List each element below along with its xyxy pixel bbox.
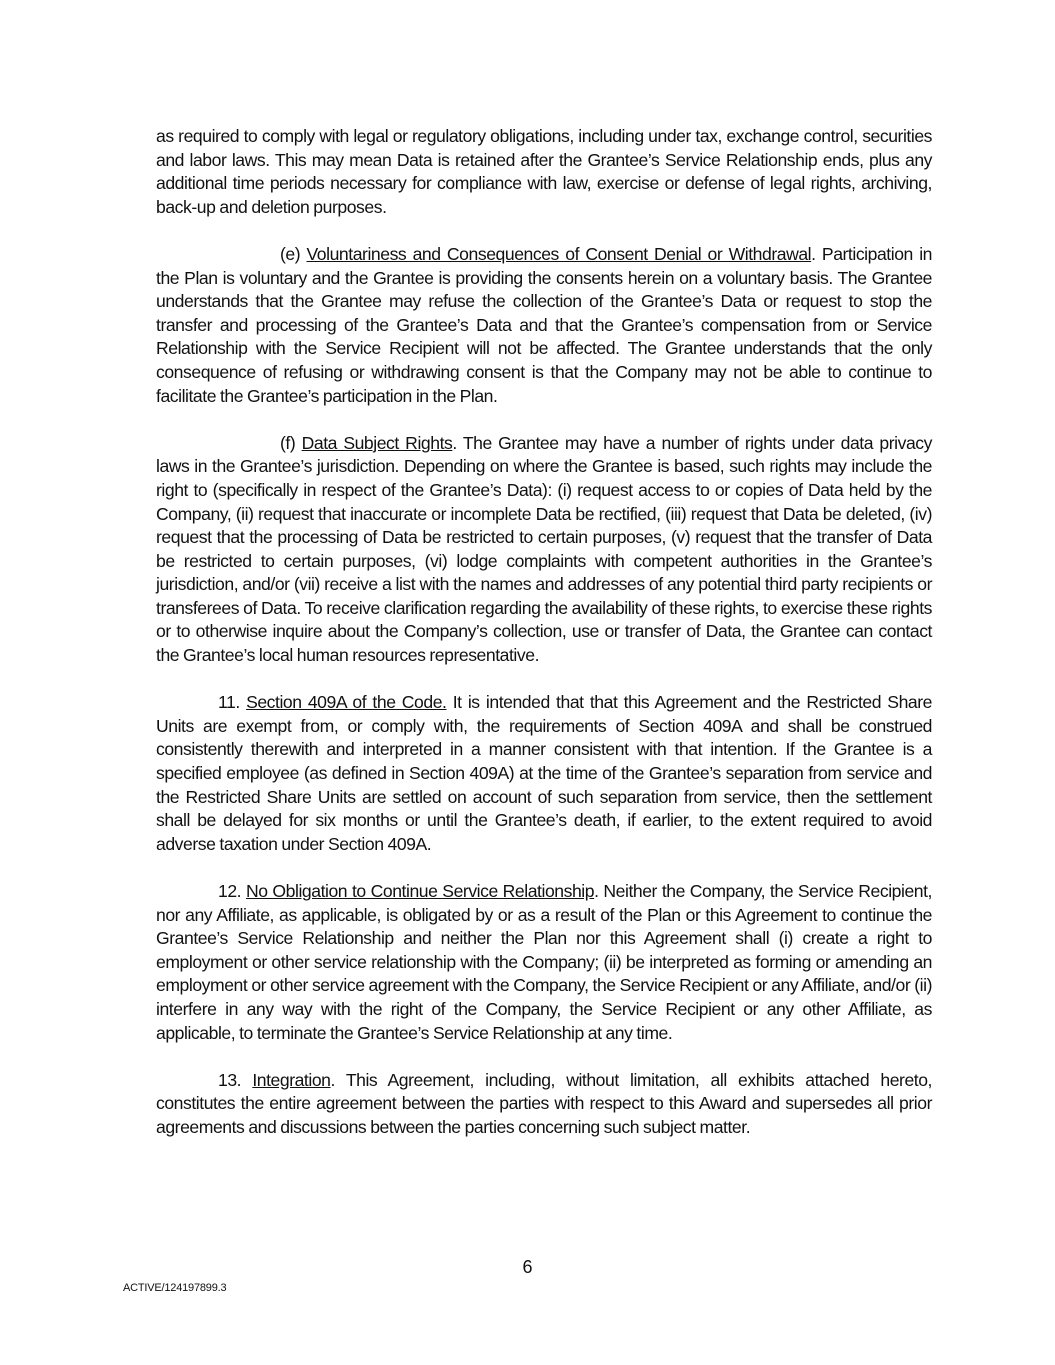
section-text: . Neither the Company, the Service Recipient, nor any Affiliate, as applicable, is obligated by or as a result of the Plan or this Agreement to continue the Grantee’s Service Relationship and neither the Plan nor this Agreement shall (i) create a right to employment or other service relationship with the Company; (ii) be interpreted as forming or amending an employment or other service agreement with the Company, the Service Recipient or any Affiliate, and/or (ii) interfere in any way with the right of the Company, the Service Recipient or any other Affiliate, as applicable, to terminate the Grantee’s Service Relationship at any time. — [156, 881, 932, 1043]
document-body — [156, 125, 932, 1163]
section-heading: Section 409A of the Code. — [246, 692, 447, 713]
paragraph-text: . Participation in the Plan is voluntary and the Grantee is providing the consents herein on a voluntary basis. The Grantee understands that the Grantee may refuse the collection of the Grantee’s Data or request to stop the transfer and processing of the Grantee’s Data and that the Grantee’s compensation from or Service Relationship with the Service Recipient will not be affected. The Grantee understands that the only consequence of refusing or withdrawing consent is that the Company may not be able to continue to facilitate the Grantee’s participation in the Plan. — [156, 243, 932, 406]
paragraph-data-retention-continued — [156, 125, 932, 219]
paragraph-prefix: (e) — [280, 243, 307, 264]
paragraph-heading: Voluntariness and Consequences of Consent Denial or Withdrawal — [306, 243, 812, 264]
section-number: 13. — [218, 1069, 253, 1090]
section-number: 11. — [218, 692, 247, 713]
section-text: . This Agreement, including, without limitation, all exhibits attached hereto, constitutes the entire agreement between the parties with respect to this Award and supersedes all prior agreements and discussions between the parties concerning such subject matter. — [156, 1069, 932, 1137]
section-heading: Integration — [252, 1069, 331, 1090]
section-number: 12. — [218, 881, 246, 901]
page-number: 6 — [522, 1257, 533, 1277]
paragraph-heading: Data Subject Rights — [301, 432, 453, 453]
section-heading: No Obligation to Continue Service Relationship — [245, 881, 595, 901]
section-12-no-obligation — [156, 880, 932, 1045]
paragraph-voluntariness — [156, 243, 932, 408]
paragraph-data-subject-rights — [156, 432, 932, 668]
paragraph-text: as required to comply with legal or regulatory obligations, including under tax, exchange control, securities and labor laws. This may mean Data is retained after the Grantee’s Service Relationship ends, plus any additional time periods necessary for compliance with law, exercise or defense of legal rights, archiving, back-up and deletion purposes. — [156, 126, 932, 217]
section-11-section-409a — [156, 691, 932, 856]
document-id: ACTIVE/124197899.3 — [123, 1282, 227, 1294]
paragraph-prefix: (f) — [280, 432, 302, 453]
section-text: It is intended that that this Agreement and the Restricted Share Units are exempt from, or comply with, the requirements of Section 409A and shall be construed consistently therewith and interpreted in a manner consistent with that intention. If the Grantee is a specified employee (as defined in Section 409A) at the time of the Grantee’s separation from service and the Restricted Share Units are settled on account of such separation from service, then the settlement shall be delayed for six months or until the Grantee’s death, if earlier, to the extent required to avoid adverse taxation under Section 409A. — [156, 692, 932, 854]
section-13-integration — [156, 1069, 932, 1140]
paragraph-text: . The Grantee may have a number of rights under data privacy laws in the Grantee’s jurisdiction. Depending on where the Grantee is based, such rights may include the right to (specifically in respect of the Grantee’s Data): (i) request access to or copies of Data held by the Company, (ii) request that inaccurate or incomplete Data be rectified, (iii) request that Data be deleted, (iv) request that the processing of Data be restricted to certain purposes, (v) request that the transfer of Data be restricted to certain purposes, (vi) lodge complaints with competent authorities in the Grantee’s jurisdiction, and/or (vii) receive a list with the names and addresses of any potential third party recipients or transferees of Data. To receive clarification regarding the availability of these rights, to exercise these rights or to otherwise inquire about the Company’s collection, use or transfer of Data, the Grantee can contact the Grantee’s local human resources representative. — [156, 432, 932, 666]
